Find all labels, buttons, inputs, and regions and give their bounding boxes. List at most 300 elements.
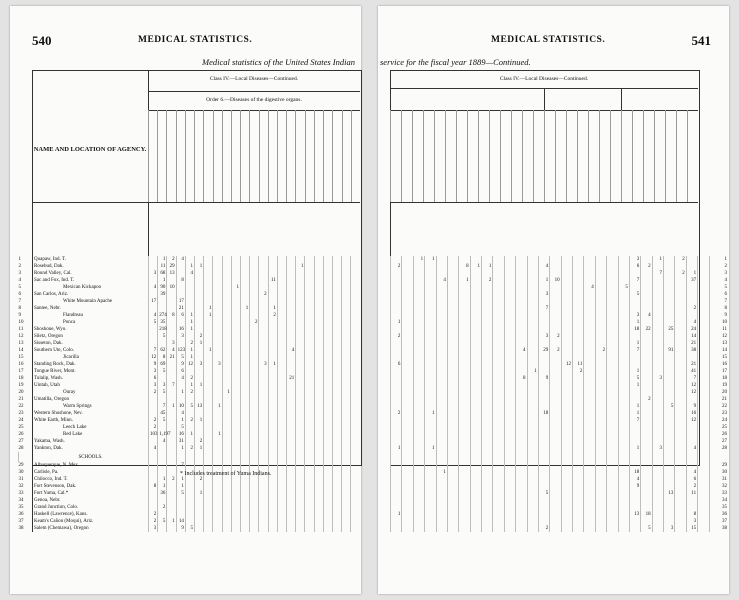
data-cell (323, 438, 332, 445)
data-cell: 3 (213, 361, 222, 368)
data-cell (158, 469, 167, 476)
data-cell (342, 382, 351, 389)
data-cell: 2 (195, 476, 204, 483)
data-cell (436, 403, 447, 410)
data-cell: 12 (686, 417, 697, 424)
table-row (391, 340, 729, 347)
data-cell (323, 525, 332, 532)
data-cell (241, 284, 250, 291)
data-cell (402, 438, 413, 445)
data-cell (413, 431, 424, 438)
row-number: 31 (18, 477, 24, 482)
data-cell (607, 270, 618, 277)
data-cell (305, 354, 314, 361)
data-cell (391, 396, 402, 403)
data-cell (482, 410, 493, 417)
data-cell (652, 382, 663, 389)
data-cell (314, 497, 323, 504)
table-row (391, 525, 729, 532)
data-cell: 31 (176, 438, 185, 445)
data-cell (333, 368, 342, 375)
data-cell (447, 403, 458, 410)
footnote: * Includes treatment of Yuma Indians. (180, 471, 272, 477)
data-cell (641, 277, 652, 284)
data-cell (296, 497, 305, 504)
data-cell: 2 (149, 417, 158, 424)
data-cell (698, 511, 709, 518)
data-cell (222, 340, 231, 347)
data-cell (333, 312, 342, 319)
data-cell (231, 354, 240, 361)
row-number-right: 16 (709, 361, 728, 368)
data-cell (342, 417, 351, 424)
data-cell (618, 305, 629, 312)
data-cell (305, 284, 314, 291)
data-cell (231, 476, 240, 483)
data-cell (333, 410, 342, 417)
data-cell (351, 256, 360, 263)
data-cell (176, 497, 185, 504)
data-cell (391, 469, 402, 476)
data-cell (413, 368, 424, 375)
data-cell (323, 305, 332, 312)
data-cell (516, 361, 527, 368)
data-cell (413, 462, 424, 469)
data-cell (351, 291, 360, 298)
data-cell (351, 469, 360, 476)
table-row (391, 396, 729, 403)
data-cell (459, 291, 470, 298)
data-cell (231, 438, 240, 445)
data-cell (459, 469, 470, 476)
data-cell (305, 445, 314, 452)
table-row (19, 511, 361, 518)
data-cell (470, 417, 481, 424)
data-cell (333, 270, 342, 277)
table-row (19, 256, 361, 263)
data-cell (351, 263, 360, 270)
data-cell (561, 490, 572, 497)
data-cell (296, 312, 305, 319)
data-cell (250, 417, 259, 424)
data-cell (231, 263, 240, 270)
data-cell (231, 410, 240, 417)
data-cell (459, 410, 470, 417)
data-cell (561, 410, 572, 417)
data-cell (425, 263, 436, 270)
row-number-right: 8 (709, 305, 728, 312)
data-cell (447, 525, 458, 532)
data-cell (493, 438, 504, 445)
data-cell (527, 389, 538, 396)
table-row (19, 497, 361, 504)
data-cell: 2 (259, 291, 268, 298)
data-cell (527, 382, 538, 389)
data-cell (241, 277, 250, 284)
data-cell: 1 (195, 263, 204, 270)
data-cell (342, 511, 351, 518)
data-cell (195, 284, 204, 291)
data-cell (664, 291, 675, 298)
data-cell (595, 462, 606, 469)
data-cell (573, 389, 584, 396)
table-row (19, 333, 361, 340)
data-cell (675, 382, 686, 389)
data-cell (527, 410, 538, 417)
data-cell (641, 518, 652, 525)
data-cell (618, 431, 629, 438)
data-cell (277, 361, 286, 368)
data-cell (629, 525, 640, 532)
data-cell (573, 476, 584, 483)
data-cell (259, 403, 268, 410)
data-cell (323, 504, 332, 511)
data-cell (391, 298, 402, 305)
data-cell (241, 476, 250, 483)
data-cell (550, 511, 561, 518)
data-cell (516, 469, 527, 476)
data-cell (516, 382, 527, 389)
data-cell (607, 368, 618, 375)
data-cell (595, 277, 606, 284)
table-row (19, 284, 361, 291)
data-cell: 9 (176, 361, 185, 368)
data-cell (664, 445, 675, 452)
data-cell (342, 396, 351, 403)
data-cell (504, 340, 515, 347)
row-number-right: 20 (709, 389, 728, 396)
row-number: 20 (18, 390, 24, 395)
data-cell (413, 396, 424, 403)
data-cell (538, 319, 549, 326)
data-cell (402, 340, 413, 347)
agency-name: Yankton, Dak. (33, 445, 149, 452)
data-cell (351, 424, 360, 431)
data-cell (550, 403, 561, 410)
data-cell: 1 (185, 354, 194, 361)
data-cell (538, 396, 549, 403)
data-cell (425, 277, 436, 284)
data-cell (527, 305, 538, 312)
data-cell (277, 312, 286, 319)
data-cell (629, 424, 640, 431)
row-number-right: 14 (709, 347, 728, 354)
data-cell (652, 431, 663, 438)
data-cell (250, 525, 259, 532)
data-cell (447, 277, 458, 284)
data-cell (470, 312, 481, 319)
data-cell (584, 312, 595, 319)
data-cell (629, 305, 640, 312)
data-cell (584, 403, 595, 410)
table-row (391, 462, 729, 469)
data-cell (287, 326, 296, 333)
row-number: 37 (18, 519, 24, 524)
data-cell (176, 319, 185, 326)
data-cell (516, 256, 527, 263)
data-cell (231, 361, 240, 368)
data-cell (259, 382, 268, 389)
data-cell (470, 284, 481, 291)
data-cell (573, 263, 584, 270)
data-cell (323, 263, 332, 270)
data-cell (231, 497, 240, 504)
data-cell (584, 263, 595, 270)
data-cell (213, 462, 222, 469)
data-cell (675, 284, 686, 291)
data-cell: 1 (185, 312, 194, 319)
data-cell (323, 518, 332, 525)
data-cell (296, 417, 305, 424)
data-cell (259, 396, 268, 403)
data-cell: 1 (176, 389, 185, 396)
data-cell (413, 469, 424, 476)
data-cell (351, 525, 360, 532)
data-cell: 12 (686, 382, 697, 389)
row-number-right: 4 (709, 277, 728, 284)
data-cell (516, 410, 527, 417)
table-row (19, 354, 361, 361)
data-cell (250, 312, 259, 319)
data-cell (222, 410, 231, 417)
data-cell (675, 511, 686, 518)
data-cell (185, 298, 194, 305)
data-cell (459, 319, 470, 326)
data-cell (686, 256, 697, 263)
data-cell (675, 438, 686, 445)
data-cell: 18 (629, 469, 640, 476)
data-cell (277, 270, 286, 277)
data-cell (516, 284, 527, 291)
data-cell (342, 403, 351, 410)
data-cell (641, 291, 652, 298)
data-cell (277, 305, 286, 312)
data-cell (296, 256, 305, 263)
data-cell (425, 298, 436, 305)
data-cell (305, 277, 314, 284)
data-cell: 2 (185, 389, 194, 396)
data-cell (504, 347, 515, 354)
data-cell (323, 483, 332, 490)
data-cell: 1 (204, 312, 213, 319)
data-cell (527, 511, 538, 518)
data-cell: 1 (629, 368, 640, 375)
data-cell: 2 (185, 375, 194, 382)
table-row (19, 410, 361, 417)
data-cell (287, 476, 296, 483)
subtitle-left: Medical statistics of the United States Indian (202, 57, 355, 67)
data-cell (222, 284, 231, 291)
data-cell (698, 462, 709, 469)
data-cell (436, 504, 447, 511)
data-cell (402, 497, 413, 504)
data-cell (436, 284, 447, 291)
data-cell (167, 525, 176, 532)
data-cell (213, 483, 222, 490)
agency-name: Siletz, Oregon (33, 333, 149, 340)
data-cell (213, 410, 222, 417)
data-cell (595, 312, 606, 319)
data-cell (584, 277, 595, 284)
data-cell (222, 403, 231, 410)
data-cell (277, 291, 286, 298)
table-row (19, 305, 361, 312)
data-cell (268, 340, 277, 347)
data-cell (675, 497, 686, 504)
data-cell (391, 277, 402, 284)
data-cell: 1 (195, 340, 204, 347)
data-cell (204, 277, 213, 284)
data-cell (195, 525, 204, 532)
data-cell (527, 483, 538, 490)
data-cell (607, 326, 618, 333)
agency-name: Tongue River, Mont. (33, 368, 149, 375)
data-cell (629, 354, 640, 361)
data-cell: 6 (176, 368, 185, 375)
data-cell (425, 312, 436, 319)
data-cell: 2 (550, 333, 561, 340)
data-cell (698, 476, 709, 483)
data-cell: 5 (176, 490, 185, 497)
data-cell (413, 347, 424, 354)
data-cell (296, 326, 305, 333)
data-cell: 8 (158, 354, 167, 361)
data-cell (167, 424, 176, 431)
data-cell: 5 (629, 291, 640, 298)
data-cell (231, 424, 240, 431)
data-cell (241, 298, 250, 305)
data-cell (277, 525, 286, 532)
data-cell (652, 497, 663, 504)
data-cell (277, 462, 286, 469)
data-cell (561, 396, 572, 403)
data-cell (436, 431, 447, 438)
data-cell: 1 (167, 518, 176, 525)
data-cell: 1 (185, 326, 194, 333)
data-cell (493, 476, 504, 483)
data-cell (250, 504, 259, 511)
data-cell (241, 438, 250, 445)
data-cell (259, 511, 268, 518)
data-cell (314, 410, 323, 417)
data-cell (538, 431, 549, 438)
data-cell (527, 445, 538, 452)
data-cell (482, 389, 493, 396)
data-cell (573, 469, 584, 476)
data-cell (413, 382, 424, 389)
data-cell (459, 340, 470, 347)
data-cell (493, 382, 504, 389)
data-cell: 2 (185, 340, 194, 347)
data-cell (222, 305, 231, 312)
row-number-right: 22 (709, 403, 728, 410)
data-cell (277, 417, 286, 424)
data-cell (493, 445, 504, 452)
data-cell (516, 354, 527, 361)
data-cell (167, 483, 176, 490)
data-cell (482, 431, 493, 438)
data-cell: 1 (204, 305, 213, 312)
data-cell (527, 403, 538, 410)
data-cell (391, 438, 402, 445)
data-cell (185, 368, 194, 375)
data-cell (573, 340, 584, 347)
data-cell (402, 445, 413, 452)
data-cell (652, 525, 663, 532)
data-cell (459, 305, 470, 312)
data-cell (323, 347, 332, 354)
data-cell (287, 469, 296, 476)
data-cell (241, 333, 250, 340)
data-cell (231, 403, 240, 410)
data-cell (351, 497, 360, 504)
table-row (19, 361, 361, 368)
data-cell (698, 298, 709, 305)
data-cell (342, 483, 351, 490)
data-cell (342, 469, 351, 476)
data-cell (314, 354, 323, 361)
row-number: 9 (18, 313, 21, 318)
data-cell (268, 326, 277, 333)
data-cell (561, 518, 572, 525)
data-cell (323, 469, 332, 476)
data-cell (675, 410, 686, 417)
row-number-right: 37 (709, 518, 728, 525)
data-cell: 13 (664, 490, 675, 497)
agency-name: Santee, Nebr. (33, 305, 149, 312)
data-cell (607, 347, 618, 354)
data-cell (342, 389, 351, 396)
data-cell (629, 518, 640, 525)
data-cell (241, 347, 250, 354)
data-cell (595, 319, 606, 326)
data-cell: 1 (268, 361, 277, 368)
data-cell (204, 403, 213, 410)
data-cell: 1 (538, 277, 549, 284)
data-cell: 123 (177, 348, 186, 353)
data-cell (342, 431, 351, 438)
data-cell: 69 (158, 361, 167, 368)
data-cell (277, 326, 286, 333)
data-cell (213, 312, 222, 319)
data-cell (538, 284, 549, 291)
data-cell (482, 504, 493, 511)
column-headers-left (148, 110, 360, 202)
data-cell (402, 333, 413, 340)
data-cell (333, 445, 342, 452)
page-number-right: 541 (691, 33, 711, 48)
data-cell: 8 (149, 483, 158, 490)
data-cell (213, 291, 222, 298)
data-cell (686, 312, 697, 319)
data-cell (296, 389, 305, 396)
data-cell (652, 417, 663, 424)
data-cell (652, 469, 663, 476)
data-cell (149, 263, 158, 270)
data-cell (618, 333, 629, 340)
header-bottom-rule-left (32, 202, 360, 203)
data-cell (287, 511, 296, 518)
data-cell (698, 284, 709, 291)
data-cell (277, 511, 286, 518)
data-cell (470, 256, 481, 263)
data-cell: 3 (652, 445, 663, 452)
data-cell (222, 256, 231, 263)
data-cell: 4 (176, 256, 185, 263)
data-cell (618, 270, 629, 277)
data-cell (573, 497, 584, 504)
data-cell (268, 382, 277, 389)
